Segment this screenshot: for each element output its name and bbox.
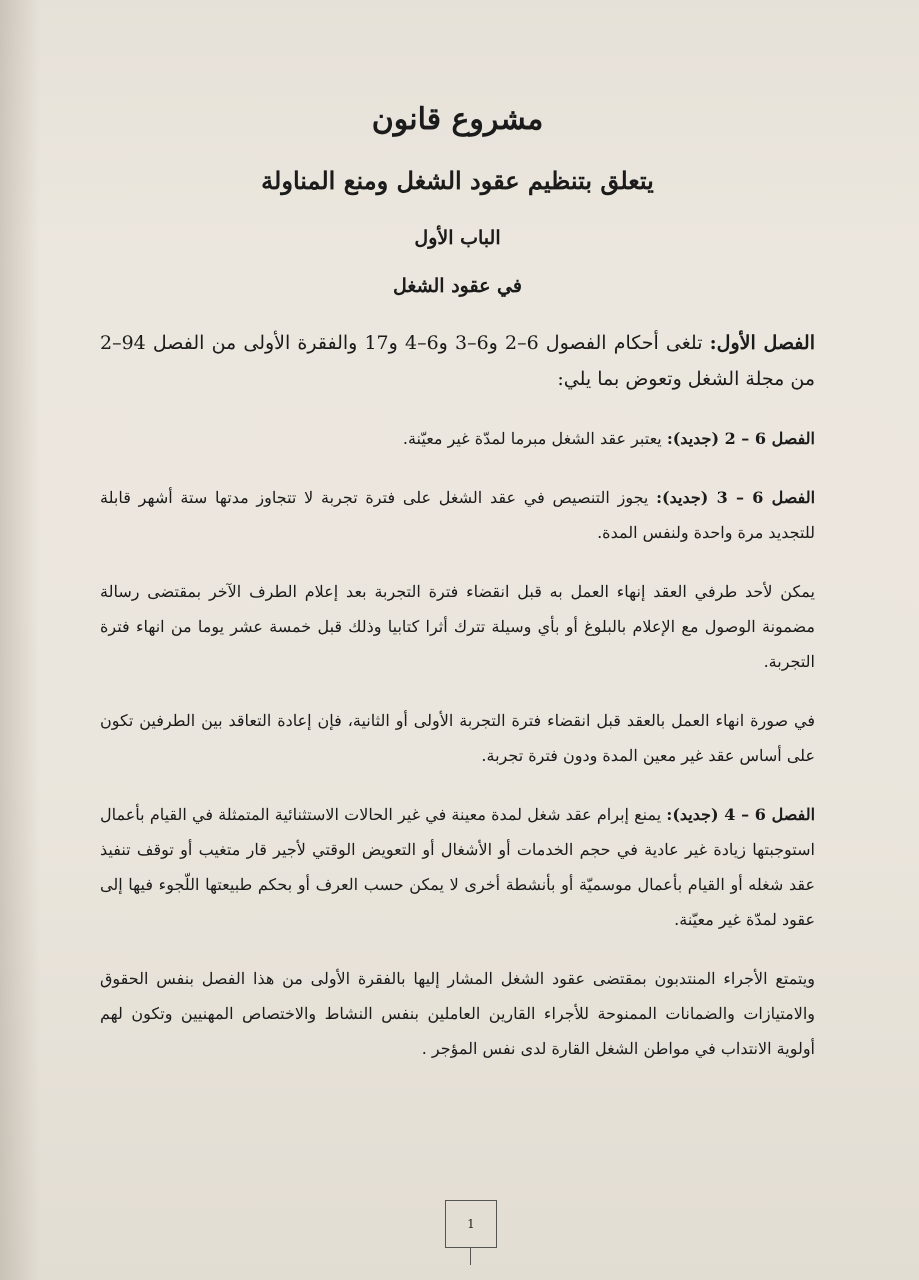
article-6-4 — [100, 797, 815, 937]
article-text: يمنع إبرام عقد شغل لمدة معينة في غير الحالات الاستثنائية المتمثلة في القيام بأعمال استوجبتها زيادة غير عادية في حجم الخدمات أو الأشغال أو التعويض الوقتي لأجير قار متغيب أو توقف تنفيذ عقد شغله أو القيام بأعمال موسميّة أو بأنشطة أخرى لا يمكن حسب العرف أو بحكم طبيعتها اللّجوء فيها إلى عقود لمدّة غير معيّنة. — [100, 805, 815, 929]
article-label: الفصل 6 – 2 (جديد): — [666, 429, 815, 448]
article-text: ويتمتع الأجراء المنتدبون بمقتضى عقود الشغل المشار إليها بالفقرة الأولى من هذا الفصل بنفس الحقوق والامتيازات والضمانات الممنوحة للأجراء القارين العاملين بنفس النشاط والاختصاص المهنيين وتكون لهم أولوية الانتداب في مواطن الشغل القارة لدى نفس المؤجر . — [100, 969, 815, 1058]
article-label: الفصل 6 – 3 (جديد): — [656, 488, 816, 507]
page-shadow — [0, 0, 40, 1280]
document-title: مشروع قانون — [371, 102, 544, 137]
article-6-3-paragraph-3 — [100, 703, 815, 773]
article-6-3-paragraph-2 — [100, 574, 815, 679]
document-body — [100, 95, 815, 1066]
part-heading: الباب الأول — [414, 227, 501, 249]
page-number-tick — [470, 1247, 471, 1265]
article-text: يعتبر عقد الشغل مبرما لمدّة غير معيّنة. — [402, 429, 667, 448]
page-number: 1 — [467, 1217, 475, 1231]
intro-text: تلغى أحكام الفصول 6–2 و6–3 و6–4 و17 والفقرة الأولى من الفصل 94–2 من مجلة الشغل وتعوض بما يلي: — [100, 332, 815, 390]
intro-label: الفصل الأول: — [709, 332, 815, 354]
part-subheading: في عقود الشغل — [393, 275, 522, 297]
page-number-box — [445, 1200, 497, 1248]
article-6-2 — [100, 421, 815, 456]
article-6-4-paragraph-2 — [100, 961, 815, 1066]
article-text: يجوز التنصيص في عقد الشغل على فترة تجربة لا تتجاوز مدتها ستة أشهر قابلة للتجديد مرة واحدة ولنفس المدة. — [100, 488, 815, 542]
document-subtitle: يتعلق بتنظيم عقود الشغل ومنع المناولة — [261, 166, 654, 195]
article-text: في صورة انهاء العمل بالعقد قبل انقضاء فترة التجربة الأولى أو الثانية، فإن إعادة التعاقد بين الطرفين تكون على أساس عقد غير معين المدة ودون فترة تجربة. — [100, 711, 815, 765]
article-label: الفصل 6 – 4 (جديد): — [666, 805, 816, 824]
article-text: يمكن لأحد طرفي العقد إنهاء العمل به قبل انقضاء فترة التجربة بعد إعلام الطرف الآخر بمقتضى رسالة مضمونة الوصول مع الإعلام بالبلوغ أو بأي وسيلة تترك أثرا كتابيا وذلك قبل خمسة عشر يوما من انهاء فترة التجربة. — [100, 582, 816, 671]
intro-paragraph — [100, 325, 815, 397]
article-6-3 — [100, 480, 815, 550]
